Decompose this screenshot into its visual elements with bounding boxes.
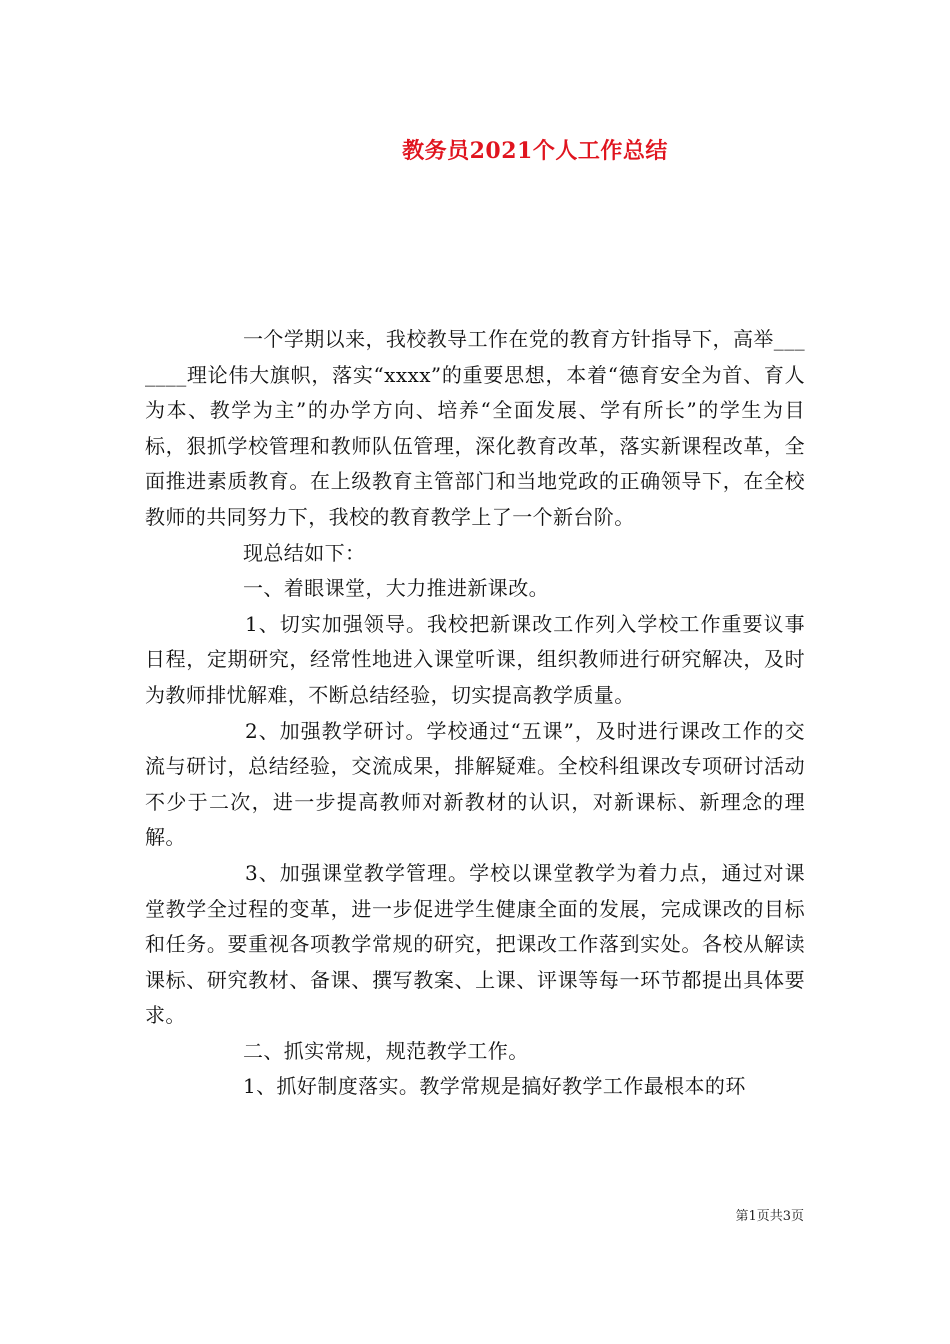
document-title: 教务员2021个人工作总结 xyxy=(402,138,668,164)
section-heading-2: 二、抓实常规，规范教学工作。 xyxy=(243,1038,529,1063)
paragraph-intro: 一个学期以来，我校教导工作在党的教育方针指导下，高举_______理论伟大旗帜，落实“xxxx”的重要思想，本着“德育安全为首、育人为本、教学为主”的办学方向、培养“全面发展、学有所长”的学生为目标，狠抓学校管理和教师队伍管理，深化教育改革，落实新课程改革，全面推进素质教育。在上级教育主管部门和当地党政的正确领导下，在全校教师的共同努力下，我校的教育教学上了一个新台阶。 xyxy=(145,327,805,529)
list-item-2-1: 1、抓好制度落实。教学常规是搞好教学工作最根本的环 xyxy=(243,1074,746,1099)
list-item-1-3: 3、加强课堂教学管理。学校以课堂教学为着力点，通过对课堂教学全过程的变革，进一步促进学生健康全面的发展，完成课改的目标和任务。要重视各项教学常规的研究，把课改工作落到实处。各校从解读课标、研究教材、备课、撰写教案、上课、评课等每一环节都提出具体要求。 xyxy=(145,860,805,1028)
page-number: 第1页共3页 xyxy=(735,1209,804,1224)
section-heading-1: 一、着眼课堂，大力推进新课改。 xyxy=(243,576,549,601)
paragraph-summary-lead: 现总结如下： xyxy=(243,540,366,565)
document-body xyxy=(145,322,805,1105)
list-item-1-1: 1、切实加强领导。我校把新课改工作列入学校工作重要议事日程，定期研究，经常性地进入课堂听课，组织教师进行研究解决，及时为教师排忧解难，不断总结经验，切实提高教学质量。 xyxy=(145,611,805,707)
list-item-1-2: 2、加强教学研讨。学校通过“五课”，及时进行课改工作的交流与研讨，总结经验，交流成果，排解疑难。全校科组课改专项研讨活动不少于二次，进一步提高教师对新教材的认识，对新课标、新理念的理解。 xyxy=(145,718,805,850)
